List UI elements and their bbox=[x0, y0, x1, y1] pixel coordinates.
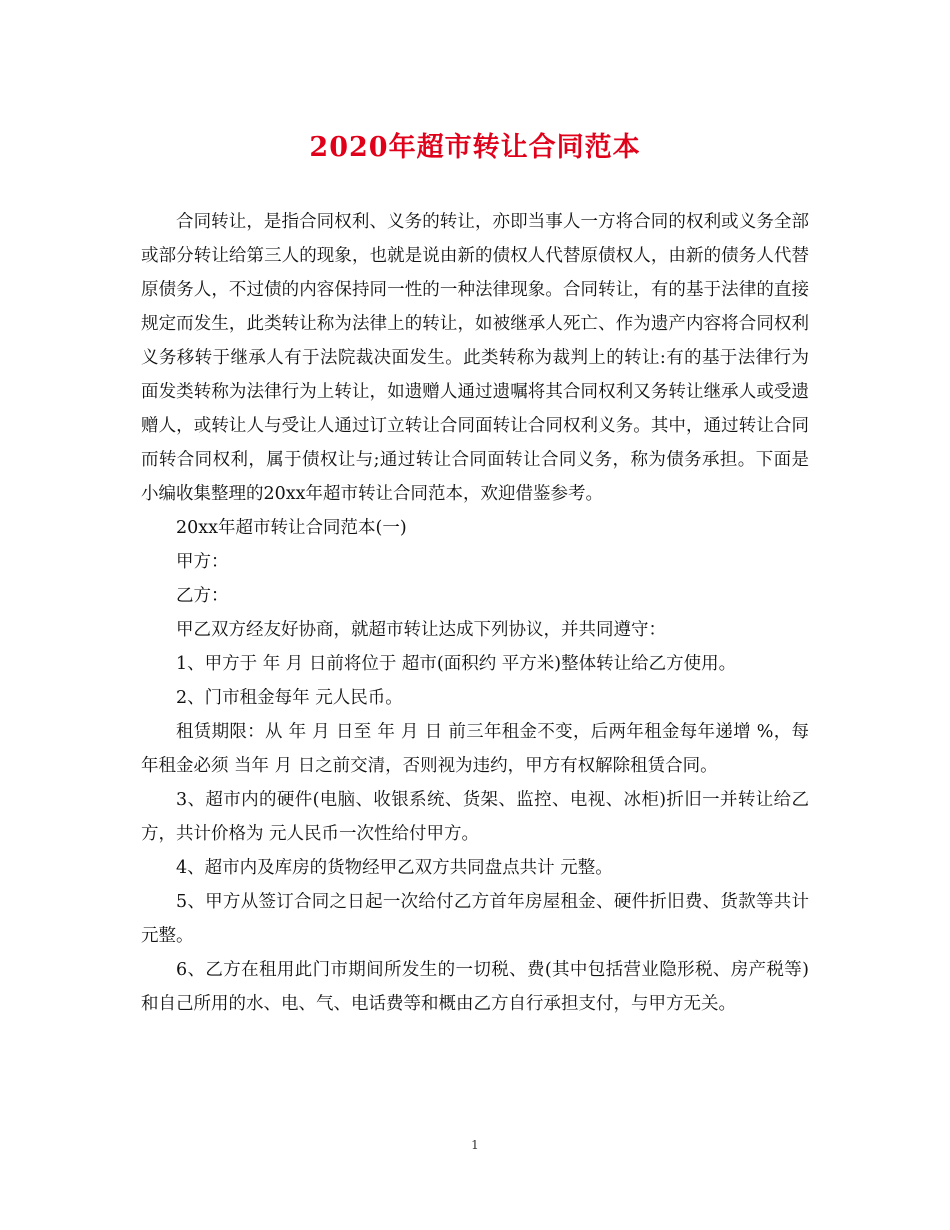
paragraph-clause-2: 2、门市租金每年 元人民币。 bbox=[176, 688, 403, 708]
paragraph-clause-6: 6、乙方在租用此门市期间所发生的一切税、费(其中包括营业隐形税、房产税等)和自己所用的水、电、气、电话费等和概由乙方自行承担支付，与甲方无关。 bbox=[141, 960, 809, 1014]
paragraph-clause-1: 1、甲方于 年 月 日前将位于 超市(面积约 平方米)整体转让给乙方使用。 bbox=[176, 654, 737, 674]
page-title: 2020年超市转让合同范本 bbox=[309, 132, 641, 163]
paragraph-lease-term: 租赁期限：从 年 月 日至 年 月 日 前三年租金不变，后两年租金每年递增 %，每年租金必须 当年 月 日之前交清，否则视为违约，甲方有权解除租赁合同。 bbox=[141, 722, 809, 776]
paragraph-party-a: 甲方： bbox=[176, 552, 229, 572]
paragraph-clause-3: 3、超市内的硬件(电脑、收银系统、货架、监控、电视、冰柜)折旧一并转让给乙方，共计价格为 元人民币一次性给付甲方。 bbox=[141, 790, 809, 844]
paragraph-agreement: 甲乙双方经友好协商，就超市转让达成下列协议，并共同遵守： bbox=[176, 620, 666, 640]
paragraph-clause-4: 4、超市内及库房的货物经甲乙双方共同盘点共计 元整。 bbox=[176, 858, 613, 878]
paragraph-party-b: 乙方： bbox=[176, 586, 229, 606]
page-number: 1 bbox=[471, 1138, 479, 1152]
paragraph-intro: 合同转让，是指合同权利、义务的转让，亦即当事人一方将合同的权利或义务全部或部分转让给第三人的现象，也就是说由新的债权人代替原债权人，由新的债务人代替原债务人，不过债的内容保持同一性的一种法律现象。合同转让，有的基于法律的直接规定而发生，此类转让称为法律上的转让，如被继承人死亡、作为遗产内容将合同权利义务移转于继承人有于法院裁决面发生。此类转称为裁判上的转让:有的基于法律行为面发类转称为法律行为上转让，如遗赠人通过遗嘱将其合同权利又务转让继承人或受遗赠人，或转让人与受让人通过订立转让合同面转让合同权利义务。其中，通过转让合同而转合同权利，属于债权让与;通过转让合同面转让合同义务，称为债务承担。下面是小编收集整理的20xx年超市转让合同范本，欢迎借鉴参考。 bbox=[141, 212, 809, 504]
paragraph-clause-5: 5、甲方从签订合同之日起一次给付乙方首年房屋租金、硬件折旧费、货款等共计 元整。 bbox=[141, 892, 809, 946]
document-body bbox=[141, 205, 809, 1021]
paragraph-contract-heading: 20xx年超市转让合同范本(一) bbox=[176, 518, 407, 538]
